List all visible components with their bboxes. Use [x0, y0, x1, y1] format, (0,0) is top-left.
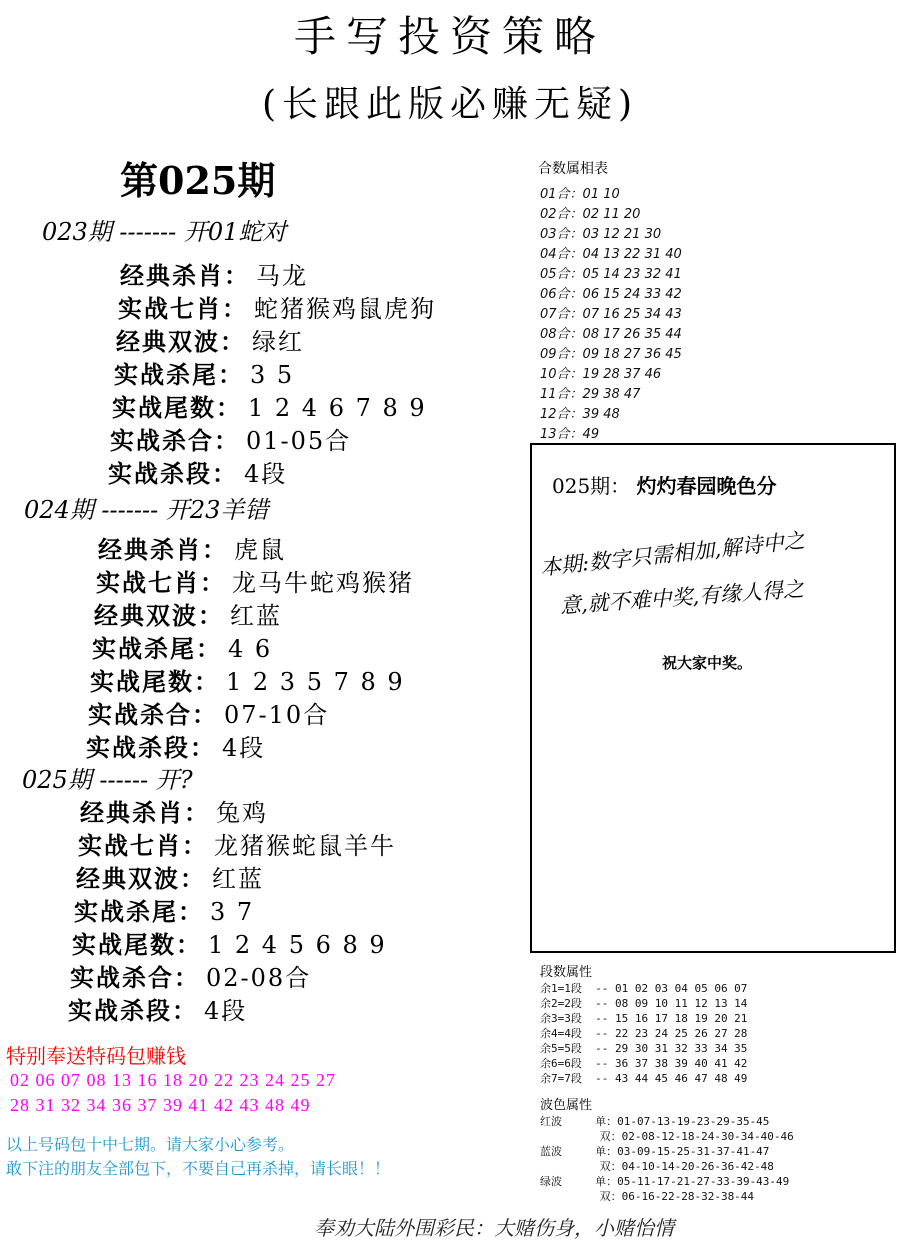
promo-numbers: 02 06 07 08 13 16 18 20 22 23 24 25 27	[10, 1070, 336, 1090]
he-table-row: 09合：09 18 27 36 45	[540, 347, 682, 362]
bo-table-title: 波色属性	[540, 1098, 593, 1113]
poem-hint-line2: 意,就不难中奖,有缘人得之	[559, 576, 805, 618]
period-line: 实战杀段： 4段	[68, 996, 248, 1025]
he-table-row: 04合：04 13 22 31 40	[540, 247, 682, 262]
period-line: 实战杀合： 01-05合	[110, 426, 352, 455]
period-line: 经典双波： 绿红	[116, 327, 304, 356]
period-line: 实战杀段： 4段	[108, 459, 288, 488]
period-line: 实战七肖： 龙猪猴蛇鼠羊牛	[78, 831, 396, 860]
promo-note: 以上号码包十中七期。请大家小心参考。	[6, 1137, 295, 1154]
he-table-row: 10合：19 28 37 46	[540, 367, 662, 382]
poem-wish: 祝大家中奖。	[662, 654, 753, 672]
period-line: 实战七肖： 蛇猪猴鸡鼠虎狗	[118, 294, 436, 323]
duan-table-row: 余3=3段 -- 15 16 17 18 19 20 21	[540, 1012, 748, 1025]
poem-hint-line1: 本期:数字只需相加,解诗中之	[538, 528, 806, 580]
bo-table-row: 蓝波 单：03-09-15-25-31-37-41-47	[540, 1145, 770, 1158]
poem-header: 025期： 灼灼春园晚色分	[552, 474, 777, 498]
he-table-row: 12合：39 48	[540, 407, 620, 422]
duan-table-row: 余6=6段 -- 36 37 38 39 40 41 42	[540, 1057, 748, 1070]
period-line: 实战尾数： 1 2 4 6 7 8 9	[112, 393, 427, 422]
period-line: 经典双波： 红蓝	[94, 601, 282, 630]
he-table-title: 合数属相表	[538, 161, 608, 177]
period-line: 实战杀尾： 3 5	[114, 360, 295, 389]
bo-table-row: 绿波 单：05-11-17-21-27-33-39-43-49	[540, 1175, 790, 1188]
page-title: 手写投资策略	[293, 12, 606, 61]
he-table-row: 13合：49	[540, 427, 600, 442]
he-table-row: 08合：08 17 26 35 44	[540, 327, 682, 342]
period-line: 经典杀肖： 马龙	[120, 261, 308, 290]
period-line: 经典双波： 红蓝	[76, 864, 264, 893]
he-table-row: 03合：03 12 21 30	[540, 227, 662, 242]
duan-table-row: 余4=4段 -- 22 23 24 25 26 27 28	[540, 1027, 748, 1040]
period-line: 实战杀尾： 4 6	[92, 634, 273, 663]
period-header: 024期 ------- 开23羊错	[24, 496, 269, 524]
he-table-row: 01合：01 10	[540, 187, 620, 202]
period-line: 经典杀肖： 虎鼠	[98, 535, 286, 564]
he-table-row: 05合：05 14 23 32 41	[540, 267, 682, 282]
period-line: 实战尾数： 1 2 4 5 6 8 9	[72, 930, 387, 959]
promo-note: 敢下注的朋友全部包下，不要自己再杀掉，请长眼！！	[6, 1161, 391, 1178]
period-line: 实战杀合： 02-08合	[70, 963, 312, 992]
he-table-row: 11合：29 38 47	[540, 387, 641, 402]
duan-table-row: 余5=5段 -- 29 30 31 32 33 34 35	[540, 1042, 748, 1055]
he-table-row: 06合：06 15 24 33 42	[540, 287, 682, 302]
period-line: 实战杀合： 07-10合	[88, 700, 330, 729]
period-line: 实战尾数： 1 2 3 5 7 8 9	[90, 667, 405, 696]
promo-numbers: 28 31 32 34 36 37 39 41 42 43 48 49	[10, 1095, 311, 1115]
he-table-row: 07合：07 16 25 34 43	[540, 307, 682, 322]
period-header: 025期 ------ 开?	[22, 766, 193, 794]
duan-table-row: 余2=2段 -- 08 09 10 11 12 13 14	[540, 997, 748, 1010]
duan-table-row: 余1=1段 -- 01 02 03 04 05 06 07	[540, 982, 748, 995]
period-line: 实战杀段： 4段	[86, 733, 266, 762]
poem-box	[530, 443, 896, 953]
bo-table-row: 红波 单：01-07-13-19-23-29-35-45	[540, 1115, 770, 1128]
period-header: 023期 ------- 开01蛇对	[42, 218, 287, 246]
bo-table-row: 双：06-16-22-28-32-38-44	[540, 1190, 755, 1203]
period-line: 实战杀尾： 3 7	[74, 897, 255, 926]
promo-title: 特别奉送特码包赚钱	[6, 1046, 186, 1068]
bo-table-row: 双：02-08-12-18-24-30-34-40-46	[540, 1130, 794, 1143]
duan-table-title: 段数属性	[540, 965, 593, 980]
period-line: 实战七肖： 龙马牛蛇鸡猴猪	[96, 568, 414, 597]
period-line: 经典杀肖： 兔鸡	[80, 798, 268, 827]
footer-text: 奉劝大陆外围彩民：大赌伤身，小赌怡情	[314, 1216, 674, 1240]
bo-table-row: 双：04-10-14-20-26-36-42-48	[540, 1160, 774, 1173]
issue-number: 第025期	[120, 158, 276, 203]
duan-table-row: 余7=7段 -- 43 44 45 46 47 48 49	[540, 1072, 748, 1085]
page-subtitle: (长跟此版必赚无疑)	[261, 84, 639, 125]
he-table-row: 02合：02 11 20	[540, 207, 641, 222]
